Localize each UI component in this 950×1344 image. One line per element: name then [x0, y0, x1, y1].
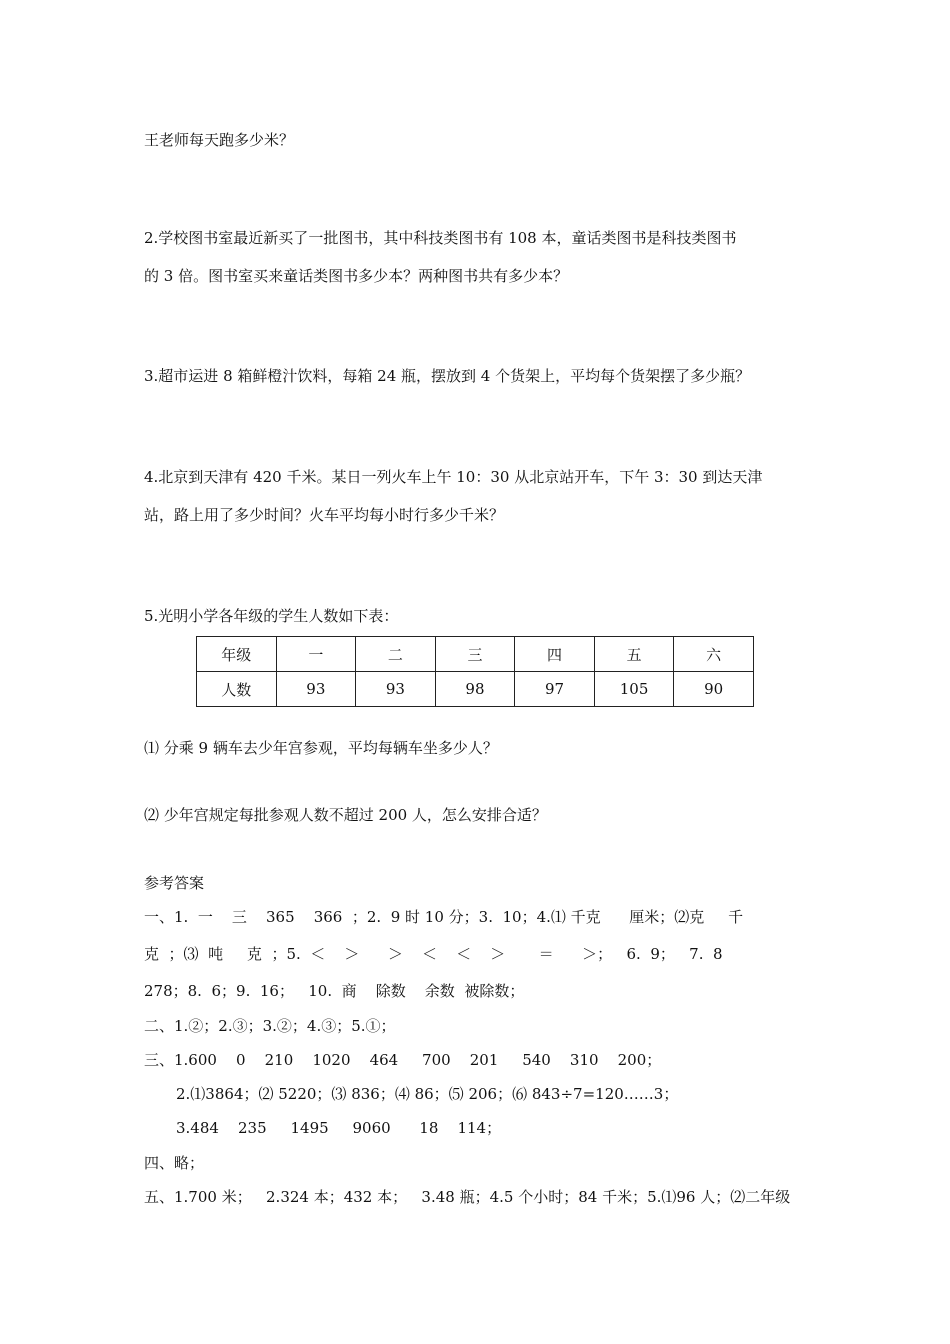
answer-line: 2.⑴3864；⑵ 5220；⑶ 836；⑷ 86；⑸ 206；⑹ 843÷7=120……3； — [176, 1085, 679, 1103]
grade-cell: 五 — [594, 637, 674, 672]
answer-line: 二、1.②；2.③；3.②；4.③；5.①； — [144, 1017, 396, 1035]
grade-cell: 三 — [435, 637, 515, 672]
count-cell: 105 — [594, 672, 674, 707]
problem-2-line-1: 2.学校图书室最近新买了一批图书，其中科技类图书有 108 本，童话类图书是科技类图书 — [144, 229, 737, 247]
problem-4-line-1: 4.北京到天津有 420 千米。某日一列火车上午 10：30 从北京站开车，下午 3：30 到达天津 — [144, 468, 763, 486]
answer-line: 五、1.700 米； 2.324 本；432 本； 3.48 瓶；4.5 个小时；84 千米；5.⑴96 人；⑵二年级 — [144, 1188, 791, 1206]
count-cell: 90 — [674, 672, 754, 707]
count-cell: 98 — [435, 672, 515, 707]
table-row-label: 人数 — [197, 672, 277, 707]
answer-line: 278；8. 6；9. 16； 10. 商 除数 余数 被除数； — [144, 982, 525, 1000]
answer-line: 四、略； — [144, 1154, 205, 1172]
count-cell: 97 — [515, 672, 595, 707]
problem-2-line-2: 的 3 倍。图书室买来童话类图书多少本？两种图书共有多少本？ — [144, 267, 569, 285]
answer-line: 三、1.600 0 210 1020 464 700 201 540 310 200； — [144, 1051, 662, 1069]
table-header-label: 年级 — [197, 637, 277, 672]
count-cell: 93 — [276, 672, 356, 707]
table-row — [197, 672, 754, 707]
answers-title: 参考答案 — [144, 874, 205, 892]
problem-5-question-1: ⑴ 分乘 9 辆车去少年宫参观，平均每辆车坐多少人？ — [144, 739, 498, 757]
student-count-table — [196, 636, 754, 707]
grade-cell: 一 — [276, 637, 356, 672]
intro-question: 王老师每天跑多少米？ — [144, 131, 295, 149]
answer-line: 克 ；⑶ 吨 克 ；5. ＜ ＞ ＞ ＜ ＜ ＞ ＝ ＞； 6. 9； 7. 8 — [144, 945, 723, 963]
table-row — [197, 637, 754, 672]
answer-line: 一、1. 一 三 365 366 ；2. 9 时 10 分；3. 10；4.⑴ 千克 厘米；⑵克 千 — [144, 908, 744, 926]
count-cell: 93 — [356, 672, 436, 707]
problem-4-line-2: 站，路上用了多少时间？火车平均每小时行多少千米？ — [144, 506, 505, 524]
problem-3: 3.超市运进 8 箱鲜橙汁饮料，每箱 24 瓶，摆放到 4 个货架上，平均每个货架摆了多少瓶？ — [144, 367, 751, 385]
answer-line: 3.484 235 1495 9060 18 114； — [176, 1119, 502, 1137]
grade-cell: 六 — [674, 637, 754, 672]
problem-5-question-2: ⑵ 少年宫规定每批参观人数不超过 200 人，怎么安排合适？ — [144, 806, 547, 824]
grade-cell: 二 — [356, 637, 436, 672]
problem-5-intro: 5.光明小学各年级的学生人数如下表： — [144, 607, 399, 625]
grade-cell: 四 — [515, 637, 595, 672]
